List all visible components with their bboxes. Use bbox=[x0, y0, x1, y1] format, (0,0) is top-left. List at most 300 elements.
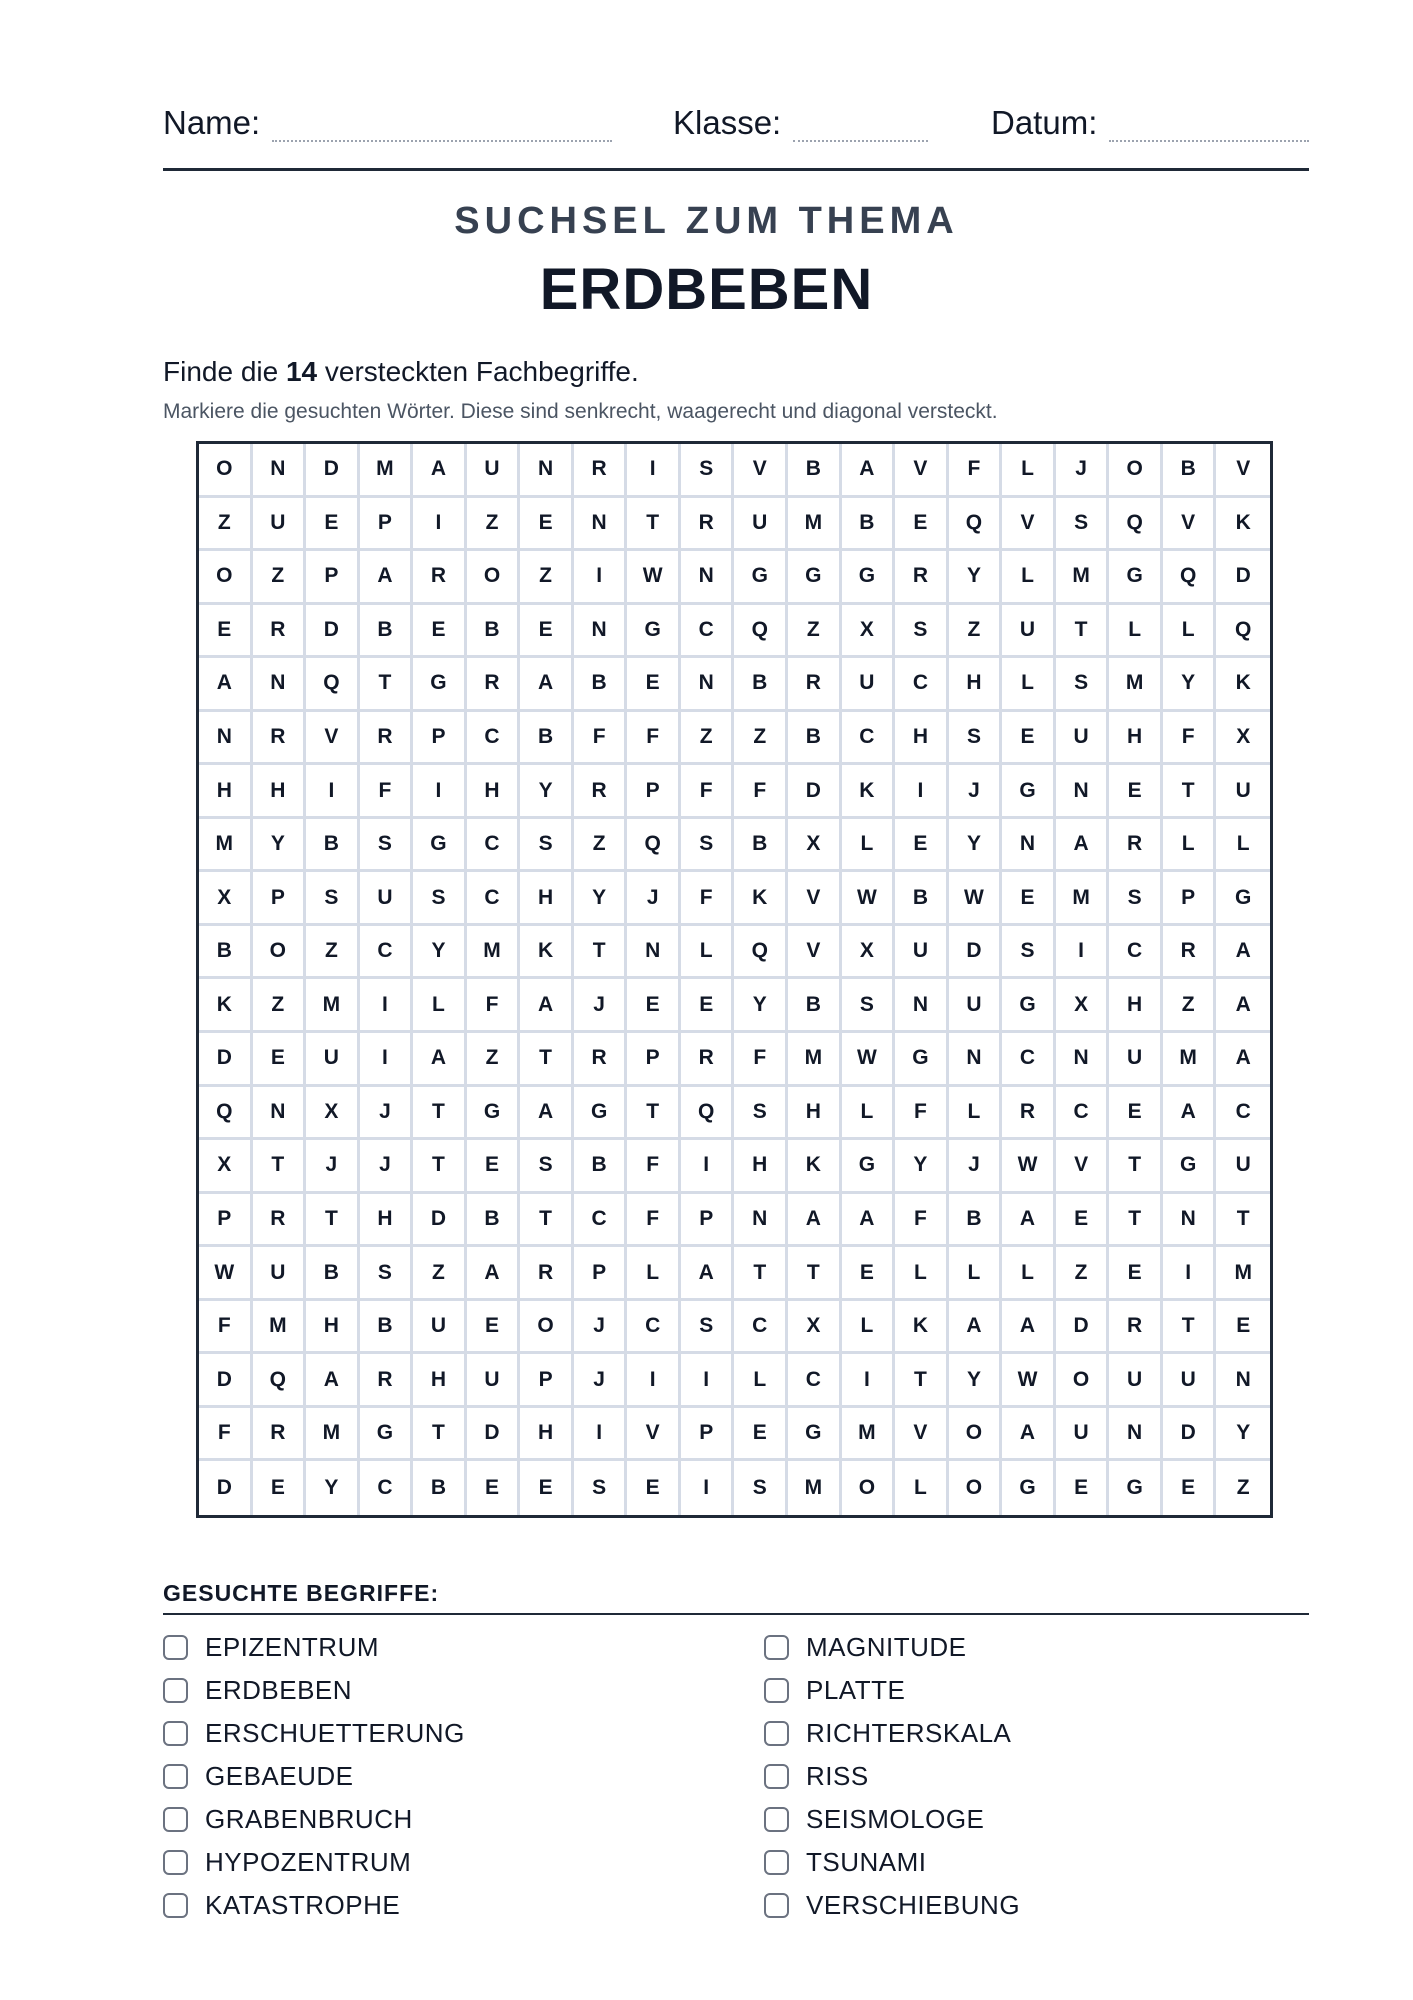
grid-cell[interactable]: Y bbox=[253, 819, 307, 873]
checkbox[interactable] bbox=[764, 1807, 789, 1832]
grid-cell[interactable]: V bbox=[895, 444, 949, 498]
grid-cell[interactable]: M bbox=[360, 444, 414, 498]
grid-cell[interactable]: D bbox=[413, 1194, 467, 1248]
grid-cell[interactable]: Z bbox=[413, 1247, 467, 1301]
date-field[interactable] bbox=[1109, 112, 1309, 142]
grid-cell[interactable]: A bbox=[788, 1194, 842, 1248]
grid-cell[interactable]: U bbox=[1163, 1354, 1217, 1408]
grid-cell[interactable]: C bbox=[681, 605, 735, 659]
grid-cell[interactable]: O bbox=[949, 1408, 1003, 1462]
grid-cell[interactable]: L bbox=[842, 1087, 896, 1141]
grid-cell[interactable]: I bbox=[681, 1461, 735, 1515]
grid-cell[interactable]: T bbox=[413, 1087, 467, 1141]
grid-cell[interactable]: N bbox=[1216, 1354, 1270, 1408]
grid-cell[interactable]: V bbox=[788, 872, 842, 926]
grid-cell[interactable]: I bbox=[306, 765, 360, 819]
grid-cell[interactable]: Y bbox=[306, 1461, 360, 1515]
grid-cell[interactable]: S bbox=[520, 1140, 574, 1194]
grid-cell[interactable]: R bbox=[574, 765, 628, 819]
grid-cell[interactable]: N bbox=[520, 444, 574, 498]
grid-cell[interactable]: Y bbox=[1216, 1408, 1270, 1462]
grid-cell[interactable]: O bbox=[467, 551, 521, 605]
grid-cell[interactable]: P bbox=[1163, 872, 1217, 926]
grid-cell[interactable]: L bbox=[1163, 605, 1217, 659]
grid-cell[interactable]: P bbox=[199, 1194, 253, 1248]
grid-cell[interactable]: E bbox=[1056, 1194, 1110, 1248]
grid-cell[interactable]: B bbox=[842, 498, 896, 552]
grid-cell[interactable]: D bbox=[467, 1408, 521, 1462]
grid-cell[interactable]: M bbox=[306, 1408, 360, 1462]
grid-cell[interactable]: U bbox=[413, 1301, 467, 1355]
grid-cell[interactable]: N bbox=[199, 712, 253, 766]
grid-cell[interactable]: M bbox=[1109, 658, 1163, 712]
grid-cell[interactable]: A bbox=[199, 658, 253, 712]
grid-cell[interactable]: M bbox=[842, 1408, 896, 1462]
grid-cell[interactable]: A bbox=[842, 1194, 896, 1248]
grid-cell[interactable]: I bbox=[681, 1354, 735, 1408]
grid-cell[interactable]: S bbox=[681, 444, 735, 498]
grid-cell[interactable]: S bbox=[1056, 658, 1110, 712]
grid-cell[interactable]: R bbox=[360, 712, 414, 766]
grid-cell[interactable]: Q bbox=[1163, 551, 1217, 605]
grid-cell[interactable]: D bbox=[306, 444, 360, 498]
grid-cell[interactable]: T bbox=[520, 1033, 574, 1087]
grid-cell[interactable]: P bbox=[681, 1194, 735, 1248]
grid-cell[interactable]: E bbox=[1109, 1087, 1163, 1141]
grid-cell[interactable]: J bbox=[360, 1140, 414, 1194]
grid-cell[interactable]: B bbox=[1163, 444, 1217, 498]
grid-cell[interactable]: C bbox=[1216, 1087, 1270, 1141]
grid-cell[interactable]: B bbox=[360, 1301, 414, 1355]
grid-cell[interactable]: E bbox=[1216, 1301, 1270, 1355]
grid-cell[interactable]: U bbox=[1216, 765, 1270, 819]
grid-cell[interactable]: U bbox=[1056, 1408, 1110, 1462]
grid-cell[interactable]: Q bbox=[681, 1087, 735, 1141]
grid-cell[interactable]: E bbox=[627, 979, 681, 1033]
grid-cell[interactable]: L bbox=[681, 926, 735, 980]
grid-cell[interactable]: K bbox=[842, 765, 896, 819]
grid-cell[interactable]: U bbox=[1056, 712, 1110, 766]
grid-cell[interactable]: S bbox=[681, 1301, 735, 1355]
grid-cell[interactable]: H bbox=[520, 872, 574, 926]
grid-cell[interactable]: R bbox=[520, 1247, 574, 1301]
grid-cell[interactable]: S bbox=[306, 872, 360, 926]
grid-cell[interactable]: U bbox=[467, 1354, 521, 1408]
grid-cell[interactable]: P bbox=[627, 765, 681, 819]
grid-cell[interactable]: I bbox=[413, 498, 467, 552]
grid-cell[interactable]: F bbox=[681, 872, 735, 926]
grid-cell[interactable]: G bbox=[1109, 551, 1163, 605]
grid-cell[interactable]: S bbox=[574, 1461, 628, 1515]
grid-cell[interactable]: C bbox=[788, 1354, 842, 1408]
grid-cell[interactable]: L bbox=[842, 1301, 896, 1355]
grid-cell[interactable]: X bbox=[199, 1140, 253, 1194]
grid-cell[interactable]: I bbox=[895, 765, 949, 819]
grid-cell[interactable]: H bbox=[949, 658, 1003, 712]
grid-cell[interactable]: R bbox=[253, 605, 307, 659]
grid-cell[interactable]: U bbox=[1216, 1140, 1270, 1194]
grid-cell[interactable]: R bbox=[413, 551, 467, 605]
grid-cell[interactable]: C bbox=[574, 1194, 628, 1248]
grid-cell[interactable]: H bbox=[895, 712, 949, 766]
grid-cell[interactable]: T bbox=[413, 1408, 467, 1462]
grid-cell[interactable]: R bbox=[574, 444, 628, 498]
grid-cell[interactable]: L bbox=[734, 1354, 788, 1408]
grid-cell[interactable]: G bbox=[895, 1033, 949, 1087]
grid-cell[interactable]: A bbox=[1216, 926, 1270, 980]
checkbox[interactable] bbox=[764, 1893, 789, 1918]
grid-cell[interactable]: A bbox=[1002, 1408, 1056, 1462]
grid-cell[interactable]: U bbox=[306, 1033, 360, 1087]
grid-cell[interactable]: Q bbox=[734, 926, 788, 980]
grid-cell[interactable]: R bbox=[681, 1033, 735, 1087]
grid-cell[interactable]: B bbox=[574, 658, 628, 712]
grid-cell[interactable]: N bbox=[949, 1033, 1003, 1087]
grid-cell[interactable]: R bbox=[681, 498, 735, 552]
grid-cell[interactable]: T bbox=[1216, 1194, 1270, 1248]
grid-cell[interactable]: I bbox=[627, 444, 681, 498]
grid-cell[interactable]: B bbox=[360, 605, 414, 659]
grid-cell[interactable]: M bbox=[199, 819, 253, 873]
grid-cell[interactable]: P bbox=[253, 872, 307, 926]
grid-cell[interactable]: I bbox=[413, 765, 467, 819]
grid-cell[interactable]: M bbox=[1056, 551, 1110, 605]
grid-cell[interactable]: C bbox=[734, 1301, 788, 1355]
grid-cell[interactable]: B bbox=[788, 712, 842, 766]
grid-cell[interactable]: Y bbox=[734, 979, 788, 1033]
grid-cell[interactable]: O bbox=[949, 1461, 1003, 1515]
grid-cell[interactable]: T bbox=[734, 1247, 788, 1301]
grid-cell[interactable]: L bbox=[949, 1247, 1003, 1301]
grid-cell[interactable]: Z bbox=[520, 551, 574, 605]
grid-cell[interactable]: N bbox=[1002, 819, 1056, 873]
grid-cell[interactable]: S bbox=[949, 712, 1003, 766]
grid-cell[interactable]: Q bbox=[306, 658, 360, 712]
grid-cell[interactable]: J bbox=[574, 979, 628, 1033]
grid-cell[interactable]: W bbox=[1002, 1354, 1056, 1408]
grid-cell[interactable]: D bbox=[199, 1033, 253, 1087]
grid-cell[interactable]: B bbox=[788, 444, 842, 498]
grid-cell[interactable]: L bbox=[1163, 819, 1217, 873]
grid-cell[interactable]: M bbox=[788, 498, 842, 552]
grid-cell[interactable]: A bbox=[520, 979, 574, 1033]
grid-cell[interactable]: M bbox=[788, 1461, 842, 1515]
grid-cell[interactable]: J bbox=[306, 1140, 360, 1194]
grid-cell[interactable]: K bbox=[1216, 658, 1270, 712]
grid-cell[interactable]: O bbox=[253, 926, 307, 980]
grid-cell[interactable]: B bbox=[734, 658, 788, 712]
grid-cell[interactable]: U bbox=[842, 658, 896, 712]
grid-cell[interactable]: E bbox=[520, 605, 574, 659]
grid-cell[interactable]: S bbox=[1056, 498, 1110, 552]
grid-cell[interactable]: S bbox=[734, 1087, 788, 1141]
grid-cell[interactable]: Y bbox=[520, 765, 574, 819]
grid-cell[interactable]: Q bbox=[949, 498, 1003, 552]
grid-cell[interactable]: V bbox=[734, 444, 788, 498]
grid-cell[interactable]: R bbox=[1109, 1301, 1163, 1355]
grid-cell[interactable]: U bbox=[734, 498, 788, 552]
grid-cell[interactable]: U bbox=[1109, 1354, 1163, 1408]
grid-cell[interactable]: K bbox=[199, 979, 253, 1033]
grid-cell[interactable]: B bbox=[467, 605, 521, 659]
grid-cell[interactable]: Y bbox=[895, 1140, 949, 1194]
grid-cell[interactable]: A bbox=[520, 1087, 574, 1141]
grid-cell[interactable]: S bbox=[681, 819, 735, 873]
grid-cell[interactable]: A bbox=[413, 444, 467, 498]
grid-cell[interactable]: P bbox=[627, 1033, 681, 1087]
grid-cell[interactable]: B bbox=[895, 872, 949, 926]
grid-cell[interactable]: S bbox=[360, 819, 414, 873]
grid-cell[interactable]: T bbox=[895, 1354, 949, 1408]
grid-cell[interactable]: C bbox=[467, 712, 521, 766]
grid-cell[interactable]: E bbox=[895, 498, 949, 552]
grid-cell[interactable]: E bbox=[895, 819, 949, 873]
grid-cell[interactable]: N bbox=[895, 979, 949, 1033]
grid-cell[interactable]: R bbox=[788, 658, 842, 712]
grid-cell[interactable]: C bbox=[467, 872, 521, 926]
grid-cell[interactable]: H bbox=[734, 1140, 788, 1194]
grid-cell[interactable]: P bbox=[520, 1354, 574, 1408]
grid-cell[interactable]: I bbox=[574, 1408, 628, 1462]
grid-cell[interactable]: F bbox=[895, 1087, 949, 1141]
checkbox[interactable] bbox=[163, 1764, 188, 1789]
grid-cell[interactable]: F bbox=[360, 765, 414, 819]
grid-cell[interactable]: E bbox=[467, 1140, 521, 1194]
grid-cell[interactable]: X bbox=[788, 1301, 842, 1355]
grid-cell[interactable]: L bbox=[1002, 444, 1056, 498]
grid-cell[interactable]: A bbox=[413, 1033, 467, 1087]
grid-cell[interactable]: A bbox=[520, 658, 574, 712]
grid-cell[interactable]: S bbox=[1002, 926, 1056, 980]
grid-cell[interactable]: Y bbox=[949, 819, 1003, 873]
grid-cell[interactable]: Z bbox=[574, 819, 628, 873]
grid-cell[interactable]: I bbox=[360, 979, 414, 1033]
grid-cell[interactable]: B bbox=[949, 1194, 1003, 1248]
grid-cell[interactable]: W bbox=[842, 1033, 896, 1087]
grid-cell[interactable]: L bbox=[1109, 605, 1163, 659]
grid-cell[interactable]: Z bbox=[467, 1033, 521, 1087]
grid-cell[interactable]: K bbox=[895, 1301, 949, 1355]
grid-cell[interactable]: R bbox=[1163, 926, 1217, 980]
grid-cell[interactable]: J bbox=[360, 1087, 414, 1141]
grid-cell[interactable]: G bbox=[1163, 1140, 1217, 1194]
grid-cell[interactable]: H bbox=[306, 1301, 360, 1355]
grid-cell[interactable]: T bbox=[413, 1140, 467, 1194]
grid-cell[interactable]: E bbox=[681, 979, 735, 1033]
grid-cell[interactable]: S bbox=[895, 605, 949, 659]
grid-cell[interactable]: Z bbox=[467, 498, 521, 552]
grid-cell[interactable]: S bbox=[413, 872, 467, 926]
grid-cell[interactable]: L bbox=[627, 1247, 681, 1301]
grid-cell[interactable]: V bbox=[306, 712, 360, 766]
grid-cell[interactable]: N bbox=[574, 605, 628, 659]
grid-cell[interactable]: C bbox=[360, 926, 414, 980]
grid-cell[interactable]: H bbox=[467, 765, 521, 819]
grid-cell[interactable]: F bbox=[199, 1408, 253, 1462]
grid-cell[interactable]: T bbox=[1109, 1194, 1163, 1248]
grid-cell[interactable]: C bbox=[467, 819, 521, 873]
grid-cell[interactable]: L bbox=[413, 979, 467, 1033]
grid-cell[interactable]: T bbox=[627, 498, 681, 552]
grid-cell[interactable]: A bbox=[1002, 1301, 1056, 1355]
grid-cell[interactable]: L bbox=[1002, 1247, 1056, 1301]
grid-cell[interactable]: Y bbox=[949, 1354, 1003, 1408]
grid-cell[interactable]: K bbox=[520, 926, 574, 980]
grid-cell[interactable]: T bbox=[574, 926, 628, 980]
grid-cell[interactable]: U bbox=[1109, 1033, 1163, 1087]
grid-cell[interactable]: Z bbox=[1163, 979, 1217, 1033]
grid-cell[interactable]: F bbox=[949, 444, 1003, 498]
grid-cell[interactable]: J bbox=[1056, 444, 1110, 498]
grid-cell[interactable]: L bbox=[1216, 819, 1270, 873]
grid-cell[interactable]: G bbox=[788, 1408, 842, 1462]
grid-cell[interactable]: N bbox=[1109, 1408, 1163, 1462]
grid-cell[interactable]: D bbox=[1163, 1408, 1217, 1462]
grid-cell[interactable]: E bbox=[520, 498, 574, 552]
grid-cell[interactable]: F bbox=[734, 765, 788, 819]
grid-cell[interactable]: T bbox=[1056, 605, 1110, 659]
grid-cell[interactable]: G bbox=[734, 551, 788, 605]
grid-cell[interactable]: B bbox=[306, 1247, 360, 1301]
grid-cell[interactable]: G bbox=[467, 1087, 521, 1141]
grid-cell[interactable]: B bbox=[413, 1461, 467, 1515]
grid-cell[interactable]: O bbox=[520, 1301, 574, 1355]
grid-cell[interactable]: D bbox=[1216, 551, 1270, 605]
grid-cell[interactable]: C bbox=[1002, 1033, 1056, 1087]
grid-cell[interactable]: Z bbox=[306, 926, 360, 980]
grid-cell[interactable]: J bbox=[574, 1301, 628, 1355]
grid-cell[interactable]: G bbox=[360, 1408, 414, 1462]
grid-cell[interactable]: A bbox=[681, 1247, 735, 1301]
grid-cell[interactable]: Y bbox=[1163, 658, 1217, 712]
grid-cell[interactable]: R bbox=[574, 1033, 628, 1087]
grid-cell[interactable]: Q bbox=[1216, 605, 1270, 659]
grid-cell[interactable]: F bbox=[895, 1194, 949, 1248]
grid-cell[interactable]: X bbox=[1216, 712, 1270, 766]
grid-cell[interactable]: R bbox=[1109, 819, 1163, 873]
grid-cell[interactable]: I bbox=[1163, 1247, 1217, 1301]
grid-cell[interactable]: L bbox=[895, 1461, 949, 1515]
checkbox[interactable] bbox=[163, 1635, 188, 1660]
grid-cell[interactable]: Z bbox=[949, 605, 1003, 659]
grid-cell[interactable]: Q bbox=[253, 1354, 307, 1408]
grid-cell[interactable]: M bbox=[1163, 1033, 1217, 1087]
grid-cell[interactable]: E bbox=[253, 1461, 307, 1515]
grid-cell[interactable]: I bbox=[1056, 926, 1110, 980]
grid-cell[interactable]: R bbox=[1002, 1087, 1056, 1141]
grid-cell[interactable]: G bbox=[627, 605, 681, 659]
grid-cell[interactable]: E bbox=[734, 1408, 788, 1462]
grid-cell[interactable]: F bbox=[1163, 712, 1217, 766]
grid-cell[interactable]: P bbox=[681, 1408, 735, 1462]
grid-cell[interactable]: A bbox=[306, 1354, 360, 1408]
grid-cell[interactable]: H bbox=[413, 1354, 467, 1408]
grid-cell[interactable]: L bbox=[1002, 658, 1056, 712]
grid-cell[interactable]: I bbox=[681, 1140, 735, 1194]
grid-cell[interactable]: R bbox=[253, 1194, 307, 1248]
grid-cell[interactable]: C bbox=[895, 658, 949, 712]
grid-cell[interactable]: C bbox=[842, 712, 896, 766]
grid-cell[interactable]: V bbox=[1163, 498, 1217, 552]
name-field[interactable] bbox=[272, 112, 612, 142]
grid-cell[interactable]: R bbox=[253, 1408, 307, 1462]
grid-cell[interactable]: B bbox=[467, 1194, 521, 1248]
grid-cell[interactable]: Y bbox=[949, 551, 1003, 605]
grid-cell[interactable]: A bbox=[360, 551, 414, 605]
grid-cell[interactable]: C bbox=[1109, 926, 1163, 980]
grid-cell[interactable]: Q bbox=[627, 819, 681, 873]
grid-cell[interactable]: J bbox=[949, 765, 1003, 819]
grid-cell[interactable]: G bbox=[842, 551, 896, 605]
grid-cell[interactable]: A bbox=[1216, 979, 1270, 1033]
checkbox[interactable] bbox=[163, 1678, 188, 1703]
checkbox[interactable] bbox=[163, 1850, 188, 1875]
grid-cell[interactable]: C bbox=[1056, 1087, 1110, 1141]
grid-cell[interactable]: M bbox=[788, 1033, 842, 1087]
grid-cell[interactable]: R bbox=[895, 551, 949, 605]
grid-cell[interactable]: I bbox=[360, 1033, 414, 1087]
grid-cell[interactable]: X bbox=[1056, 979, 1110, 1033]
grid-cell[interactable]: W bbox=[1002, 1140, 1056, 1194]
grid-cell[interactable]: Z bbox=[199, 498, 253, 552]
grid-cell[interactable]: T bbox=[788, 1247, 842, 1301]
checkbox[interactable] bbox=[764, 1678, 789, 1703]
grid-cell[interactable]: Z bbox=[1056, 1247, 1110, 1301]
grid-cell[interactable]: N bbox=[253, 658, 307, 712]
grid-cell[interactable]: D bbox=[199, 1461, 253, 1515]
grid-cell[interactable]: A bbox=[1056, 819, 1110, 873]
grid-cell[interactable]: G bbox=[1002, 1461, 1056, 1515]
grid-cell[interactable]: V bbox=[1056, 1140, 1110, 1194]
grid-cell[interactable]: K bbox=[1216, 498, 1270, 552]
grid-cell[interactable]: G bbox=[413, 658, 467, 712]
grid-cell[interactable]: A bbox=[1163, 1087, 1217, 1141]
grid-cell[interactable]: U bbox=[949, 979, 1003, 1033]
grid-cell[interactable]: N bbox=[574, 498, 628, 552]
grid-cell[interactable]: Y bbox=[574, 872, 628, 926]
checkbox[interactable] bbox=[163, 1721, 188, 1746]
grid-cell[interactable]: E bbox=[253, 1033, 307, 1087]
checkbox[interactable] bbox=[163, 1893, 188, 1918]
grid-cell[interactable]: G bbox=[574, 1087, 628, 1141]
grid-cell[interactable]: G bbox=[842, 1140, 896, 1194]
grid-cell[interactable]: M bbox=[1216, 1247, 1270, 1301]
grid-cell[interactable]: U bbox=[1002, 605, 1056, 659]
grid-cell[interactable]: E bbox=[842, 1247, 896, 1301]
grid-cell[interactable]: N bbox=[734, 1194, 788, 1248]
grid-cell[interactable]: V bbox=[895, 1408, 949, 1462]
grid-cell[interactable]: B bbox=[574, 1140, 628, 1194]
grid-cell[interactable]: K bbox=[788, 1140, 842, 1194]
grid-cell[interactable]: M bbox=[467, 926, 521, 980]
grid-cell[interactable]: M bbox=[253, 1301, 307, 1355]
grid-cell[interactable]: Q bbox=[199, 1087, 253, 1141]
grid-cell[interactable]: D bbox=[1056, 1301, 1110, 1355]
grid-cell[interactable]: D bbox=[306, 605, 360, 659]
grid-cell[interactable]: P bbox=[413, 712, 467, 766]
grid-cell[interactable]: Z bbox=[788, 605, 842, 659]
grid-cell[interactable]: O bbox=[199, 444, 253, 498]
grid-cell[interactable]: U bbox=[253, 498, 307, 552]
grid-cell[interactable]: P bbox=[574, 1247, 628, 1301]
grid-cell[interactable]: G bbox=[413, 819, 467, 873]
grid-cell[interactable]: T bbox=[1163, 1301, 1217, 1355]
grid-cell[interactable]: J bbox=[949, 1140, 1003, 1194]
checkbox[interactable] bbox=[764, 1721, 789, 1746]
grid-cell[interactable]: E bbox=[627, 658, 681, 712]
grid-cell[interactable]: E bbox=[306, 498, 360, 552]
grid-cell[interactable]: M bbox=[306, 979, 360, 1033]
